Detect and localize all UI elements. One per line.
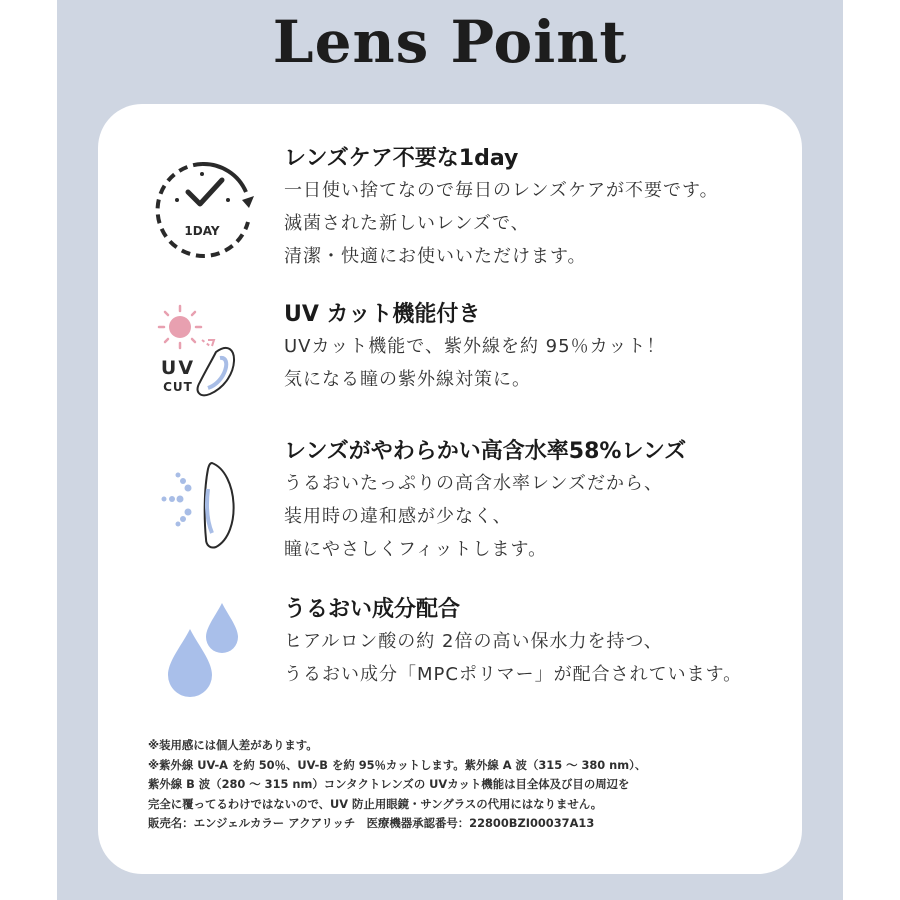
note-line: 販売名：エンジェルカラー アクアリッチ 医療機器承認番号：22800BZI00037A13 <box>148 816 595 830</box>
water-drops-icon <box>150 599 270 709</box>
feature-line: 清潔・快適にお使いいただけます。 <box>284 246 587 267</box>
feature-line: 気になる瞳の紫外線対策に。 <box>284 369 531 390</box>
features-card <box>98 104 802 874</box>
feature-text <box>284 300 789 396</box>
uv-icon-label: UV <box>160 357 196 379</box>
feature-line: うるおい成分「MPCポリマー」が配合されています。 <box>284 664 743 685</box>
feature-text <box>284 595 789 691</box>
note-line: ※紫外線 UV-A を約 50％、UV-B を約 95％カットします。紫外線 A 波（315 ～ 380 nm）、 <box>148 757 647 772</box>
uv-cut-sun-lens-icon <box>150 300 270 410</box>
soft-lens-moisture-icon <box>150 449 270 559</box>
feature-line: UVカット機能で、紫外線を約 95％カット！ <box>284 336 666 357</box>
feature-title: レンズがやわらかい高含水率58%レンズ <box>284 439 687 464</box>
feature-line: 装用時の違和感が少なく、 <box>284 506 512 527</box>
1day-clock-check-icon <box>150 152 270 262</box>
disclaimer-notes <box>148 736 778 834</box>
feature-line: 一日使い捨てなので毎日のレンズケアが不要です。 <box>284 180 719 201</box>
note-line: 紫外線 B 波（280 ～ 315 nm）コンタクトレンズの UVカット機能は目全体及び目の周辺を <box>148 777 630 791</box>
feature-title: うるおい成分配合 <box>284 597 461 622</box>
feature-line: うるおいたっぷりの高含水率レンズだから、 <box>284 473 664 494</box>
note-line: 完全に覆ってるわけではないので、UV 防止用眼鏡・サングラスの代用にはなりません。 <box>148 796 603 811</box>
page-title: Lens Point <box>272 8 628 76</box>
cut-icon-label: CUT <box>163 380 193 394</box>
feature-text <box>284 437 789 566</box>
1day-icon-label: 1DAY <box>184 224 220 238</box>
feature-title: レンズケア不要な1day <box>284 146 519 171</box>
feature-title: UV カット機能付き <box>284 302 481 327</box>
feature-line: 滅菌された新しいレンズで、 <box>284 213 530 234</box>
feature-line: ヒアルロン酸の約 2倍の高い保水力を持つ、 <box>284 631 663 652</box>
feature-text <box>284 144 789 273</box>
note-line: ※装用感には個人差があります。 <box>148 738 318 752</box>
feature-line: 瞳にやさしくフィットします。 <box>284 539 548 560</box>
